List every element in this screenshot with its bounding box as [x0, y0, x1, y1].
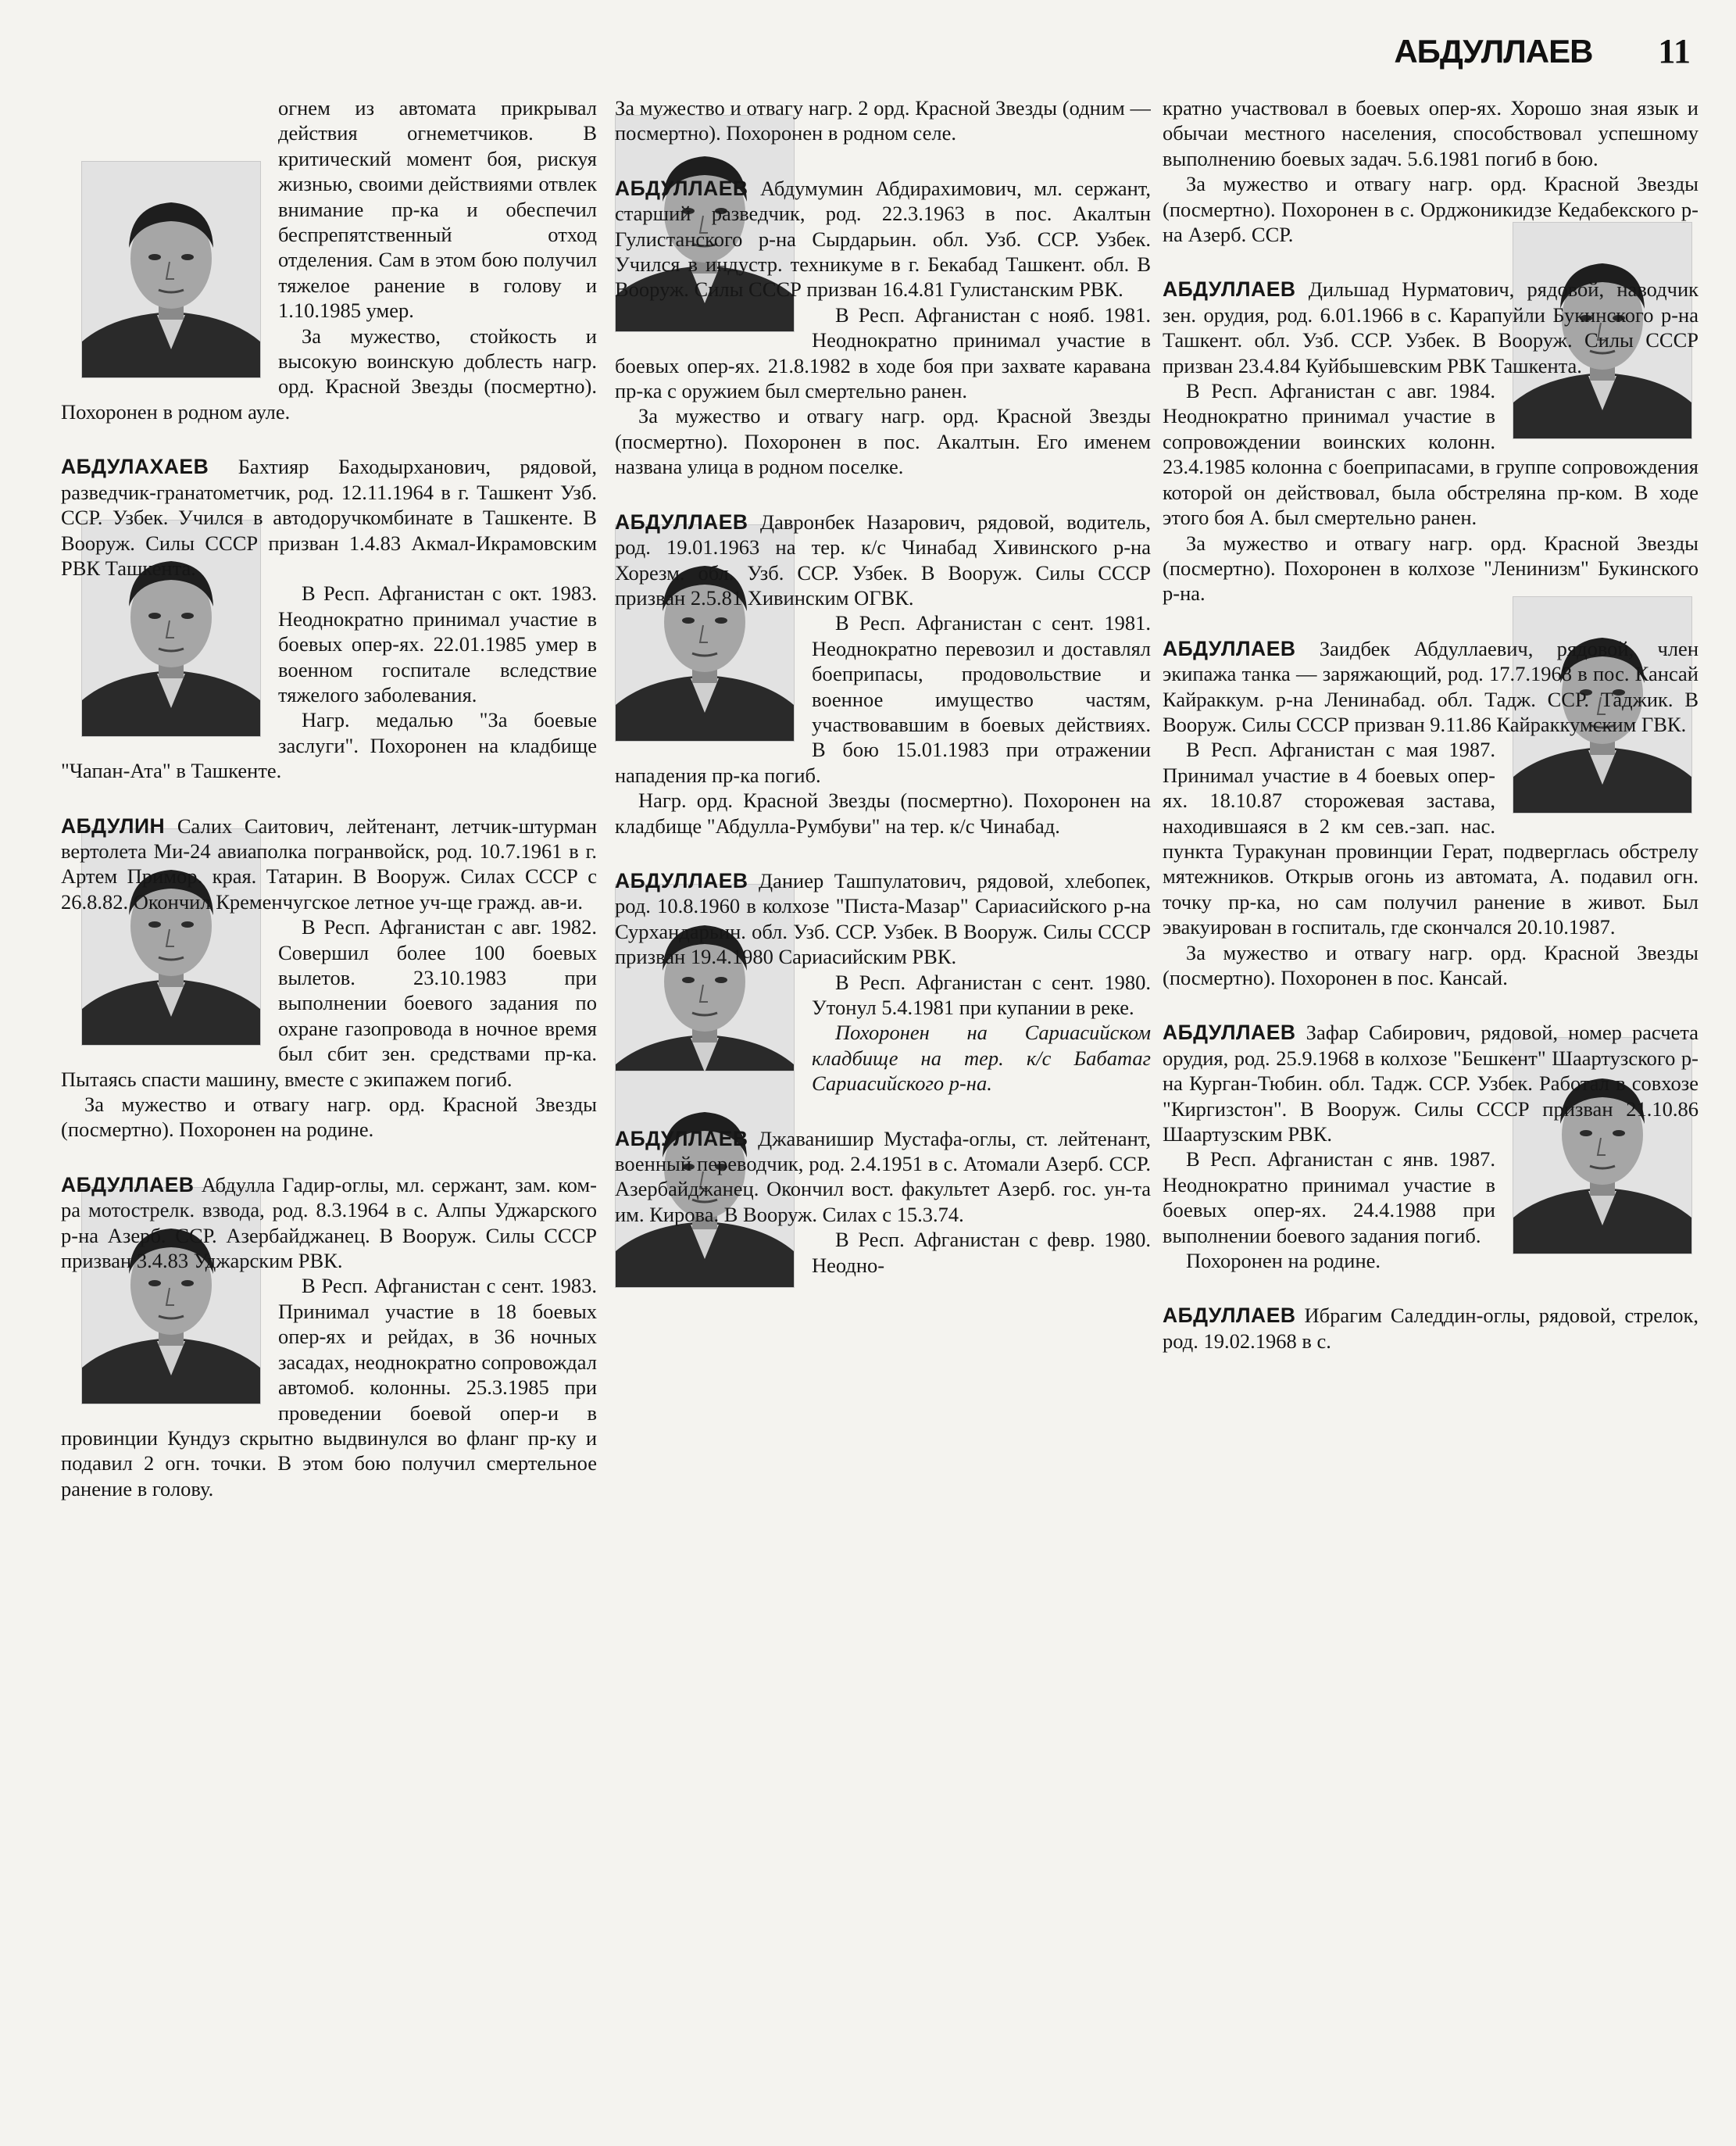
column-left — [61, 95, 597, 2119]
entry-text: За мужество и отвагу нагр. орд. Красной Звезды (посмертно). Похоронен в с. Орджоникидзе Кедабекского р-на Азерб. ССР. — [1163, 172, 1698, 247]
biography-entry — [1163, 1303, 1698, 1354]
entry-text: Бахтияр Баходырханович, рядовой, разведчик-гранатометчик, род. 12.11.1964 в г. Ташкент Узб. ССР. Узбек. Учился в автодоручкомбинате в Ташкенте. В Вооруж. Силы СССР призван 1.4.83 Акмал-Икрамовским РВК Ташкента. — [61, 455, 597, 580]
entry-text: В Респ. Афганистан с сент. 1981. Неоднократно перевозил и доставлял боеприпасы, продовольствие и военное имущество частям, участвовавшим в боевых действиях. В бою 15.01.1983 при отражении нападения пр-ка погиб. — [615, 611, 1151, 787]
column-middle — [615, 95, 1151, 2119]
entry-text: Похоронен на Сариасийском кладбище на тер. к/с Бабатаг Сариасийского р-на. — [812, 1021, 1151, 1096]
entry-surname: АБДУЛЛАЕВ — [615, 868, 748, 892]
entry-text: Салих Саитович, лейтенант, летчик-штурман вертолета Ми-24 авиаполка погранвойск, род. 10.7.1961 в г. Артем Примор. края. Татарин. В Вооруж. Силах СССР с 26.8.82. Окончил Кременчугское летное уч-ще гражд. ав-и. — [61, 814, 597, 914]
biography-entry — [615, 868, 1151, 1096]
biography-entry — [1163, 1020, 1698, 1273]
entry-text: За мужество и отвагу нагр. 2 орд. Красной Звезды (одним — посмертно). Похоронен в родном селе. — [615, 96, 1151, 145]
entry-text: За мужество, стойкость и высокую воинскую доблесть нагр. орд. Красной Звезды (посмертно). Похоронен в родном ауле. — [61, 324, 597, 424]
entry-text: В Респ. Афганистан с мая 1987. Принимал участие в 4 боевых опер-ях. 18.10.87 сторожевая застава, находившаяся в 2 км сев.-зап. нас. пункта Туракунан провинции Герат, подверглась обстрелу мятежников. Открыв огонь из автомата, А. подавил огн. точку пр-ка, но сам получил ранение в живот. Был эвакуирован в госпиталь, где скончался 20.10.1987. — [1163, 738, 1698, 939]
entry-text: Нагр. медалью "За боевые заслуги". Похоронен на кладбище "Чапан-Ата" в Ташкенте. — [61, 708, 597, 783]
entry-surname: АБДУЛЛАЕВ — [1163, 636, 1296, 660]
entry-text: За мужество и отвагу нагр. орд. Красной Звезды (посмертно). Похоронен в пос. Акалтын. Его именем названа улица в родном поселке. — [615, 404, 1151, 479]
entry-text: В Респ. Афганистан с февр. 1980. Неодно- — [812, 1228, 1151, 1277]
entry-continued — [615, 95, 1151, 146]
entry-text: Абдулла Гадир-оглы, мл. сержант, зам. ком-ра мотострелк. взвода, род. 8.3.1964 в с. Алпы Уджарского р-на Азерб. ССР. Азербайджанец. В Вооруж. Силы СССР призван 3.4.83 Уджарским РВК. — [61, 1172, 597, 1273]
entry-text: Заидбек Абдуллаевич, рядовой, член экипажа танка — заряжающий, род. 17.7.1968 в пос. Кансай Кайраккум. р-на Ленинабад. обл. Тадж. ССР. Таджик. В Вооруж. Силы СССР призван 9.11.86 Кайраккумским ГВК. — [1163, 636, 1698, 736]
biography-entry — [1163, 636, 1698, 991]
biography-entry — [615, 510, 1151, 839]
entry-text: Нагр. орд. Красной Звезды (посмертно). Похоронен на кладбище "Абдулла-Румбуви" на тер. к/с Чинабад. — [615, 789, 1151, 838]
entry-text: огнем из автомата прикрывал действия огнеметчиков. В критический момент боя, рискуя жизнью, своими действиями отвлек внимание пр-ка и обеспечил беспрепятственный отход отделения. Сам в этом бою получил тяжелое ранение в голову и 1.10.1985 умер. — [278, 96, 597, 323]
entry-heading — [615, 868, 1151, 970]
entry-continued — [61, 95, 597, 424]
entry-text: В Респ. Афганистан с янв. 1987. Неоднократно принимал участие в боевых опер-ях. 24.4.1988 при выполнении боевого задания погиб. — [1163, 1147, 1495, 1247]
entry-surname: АБДУЛЛАЕВ — [61, 1172, 195, 1196]
entry-heading — [61, 454, 597, 581]
entry-text: В Респ. Афганистан с авг. 1984. Неоднократно принимал участие в сопровождении воинских колонн. 23.4.1985 колонна с боеприпасами, в группе сопровождения которой он действовал, была обстреляна пр-ком. В ходе этого боя А. был смертельно ранен. — [1163, 379, 1698, 530]
entry-surname: АБДУЛЛАЕВ — [1163, 1304, 1296, 1328]
entry-text: За мужество и отвагу нагр. орд. Красной Звезды (посмертно). Похоронен на родине. — [61, 1093, 597, 1142]
page-header — [1394, 31, 1691, 78]
entry-text: кратно участвовал в боевых опер-ях. Хорошо зная язык и обычаи местного населения, способствовал успешному выполнению боевых задач. 5.6.1981 погиб в бою. — [1163, 96, 1698, 170]
entry-text: За мужество и отвагу нагр. орд. Красной Звезды (посмертно). Похоронен в пос. Кансай. — [1163, 940, 1698, 989]
entry-heading — [61, 1172, 597, 1274]
entry-heading — [615, 176, 1151, 302]
running-head: АБДУЛЛАЕВ — [1394, 33, 1593, 70]
entry-text: В Респ. Афганистан с окт. 1983. Неоднократно принимал участие в боевых опер-ях. 22.01.1985 умер в военном госпитале вследствие тяжелого заболевания. — [278, 581, 597, 706]
entry-heading — [61, 814, 597, 915]
biography-entry — [615, 1126, 1151, 1278]
entry-heading — [1163, 1303, 1698, 1354]
entry-text: Дильшад Нурматович, рядовой, наводчик зен. орудия, род. 6.01.1966 в с. Карапуйли Букинского р-на Ташкент. обл. Узб. ССР. Узбек. В Вооруж. Силы СССР призван 23.4.84 Куйбышевским РВК Ташкента. — [1163, 277, 1698, 377]
biography-entry — [615, 176, 1151, 480]
entry-surname: АБДУЛЛАЕВ — [1163, 1021, 1296, 1045]
entry-text: Даниер Ташпулатович, рядовой, хлебопек, род. 10.8.1960 в колхозе "Писта-Мазар" Сариасийского р-на Сурхандарьин. обл. Узб. ССР. Узбек. В Вооруж. Силы СССР призван 19.4.1980 Сариасийским РВК. — [615, 868, 1151, 969]
portrait-photo — [81, 161, 261, 378]
entry-text: В Респ. Афганистан с сент. 1983. Принимал участие в 18 боевых опер-ях и рейдах, в 36 ночных засадах, неоднократно сопровождал автомоб. колонны. 25.3.1985 при проведении боевой опер-и в провинции Кундуз скрытно выдвинулся во фланг пр-ку и подавил 2 огн. точки. В этом бою получил смертельное ранение в голову. — [61, 1274, 597, 1500]
page-number: 11 — [1658, 32, 1691, 70]
entry-text: Абдумумин Абдирахимович, мл. сержант, старший разведчик, род. 22.3.1963 в пос. Акалтын Гулистанского р-на Сырдарьин. обл. Узб. ССР. Узбек. Учился в индустр. техникуме в г. Бекабад Ташкент. обл. В Вооруж. Силы СССР призван 16.4.81 Гулистанским РВК. — [615, 176, 1151, 302]
entry-surname: АБДУЛЛАЕВ — [615, 1126, 748, 1150]
biography-entry — [1163, 277, 1698, 606]
entry-text: Давронбек Назарович, рядовой, водитель, род. 19.01.1963 на тер. к/с Чинабад Хивинского р-на Хорезм. обл. Узб. ССР. Узбек. В Вооруж. Силы СССР призван 2.5.81 Хивинским ОГВК. — [615, 510, 1151, 610]
entry-text: Ибрагим Саледдин-оглы, рядовой, стрелок, род. 19.02.1968 в с. — [1163, 1304, 1698, 1353]
entry-text: Джаванишир Мустафа-оглы, ст. лейтенант, военный переводчик, род. 2.4.1951 в с. Атомали Азерб. ССР. Азербайджанец. Окончил вост. факультет Азерб. гос. ун-та им. Кирова. В Вооруж. Силах с 15.3.74. — [615, 1126, 1151, 1226]
column-right — [1163, 95, 1698, 2119]
entry-heading — [1163, 636, 1698, 738]
entry-text: В Респ. Афганистан с сент. 1980. Утонул 5.4.1981 при купании в реке. — [812, 970, 1151, 1019]
biography-entry — [61, 1172, 597, 1501]
entry-surname: АБДУЛИН — [61, 814, 166, 838]
biography-entry — [61, 814, 597, 1143]
entry-surname: АБДУЛЛАЕВ — [1163, 277, 1296, 302]
entry-surname: АБДУЛАХАЕВ — [61, 455, 209, 479]
entry-text: Похоронен на родине. — [1186, 1249, 1381, 1273]
entry-text: За мужество и отвагу нагр. орд. Красной Звезды (посмертно). Похоронен в колхозе "Ленинизм" Букинского р-на. — [1163, 531, 1698, 606]
biography-entry — [61, 454, 597, 783]
entry-heading — [615, 510, 1151, 611]
entry-heading — [615, 1126, 1151, 1228]
entry-text: В Респ. Афганистан с авг. 1982. Совершил более 100 боевых вылетов. 23.10.1983 при выполнении боевого задания по охране газопровода в ночное время был сбит зен. средствами пр-ка. Пытаясь спасти машину, вместе с экипажем погиб. — [61, 915, 597, 1091]
entry-surname: АБДУЛЛАЕВ — [615, 510, 748, 534]
entry-text: Зафар Сабирович, рядовой, номер расчета орудия, род. 25.9.1968 в колхозе "Бешкент" Шаартузского р-на Курган-Тюбин. обл. Тадж. ССР. Узбек. Работал в совхозе "Киргизстон". В Вооруж. Силы СССР призван 21.10.86 Шаартузским РВК. — [1163, 1021, 1698, 1146]
entry-text: В Респ. Афганистан с нояб. 1981. Неоднократно принимал участие в боевых опер-ях. 21.8.1982 в ходе боя при захвате каравана пр-ка с оружием был смертельно ранен. — [615, 302, 1151, 403]
entry-surname: АБДУЛЛАЕВ — [615, 176, 748, 200]
